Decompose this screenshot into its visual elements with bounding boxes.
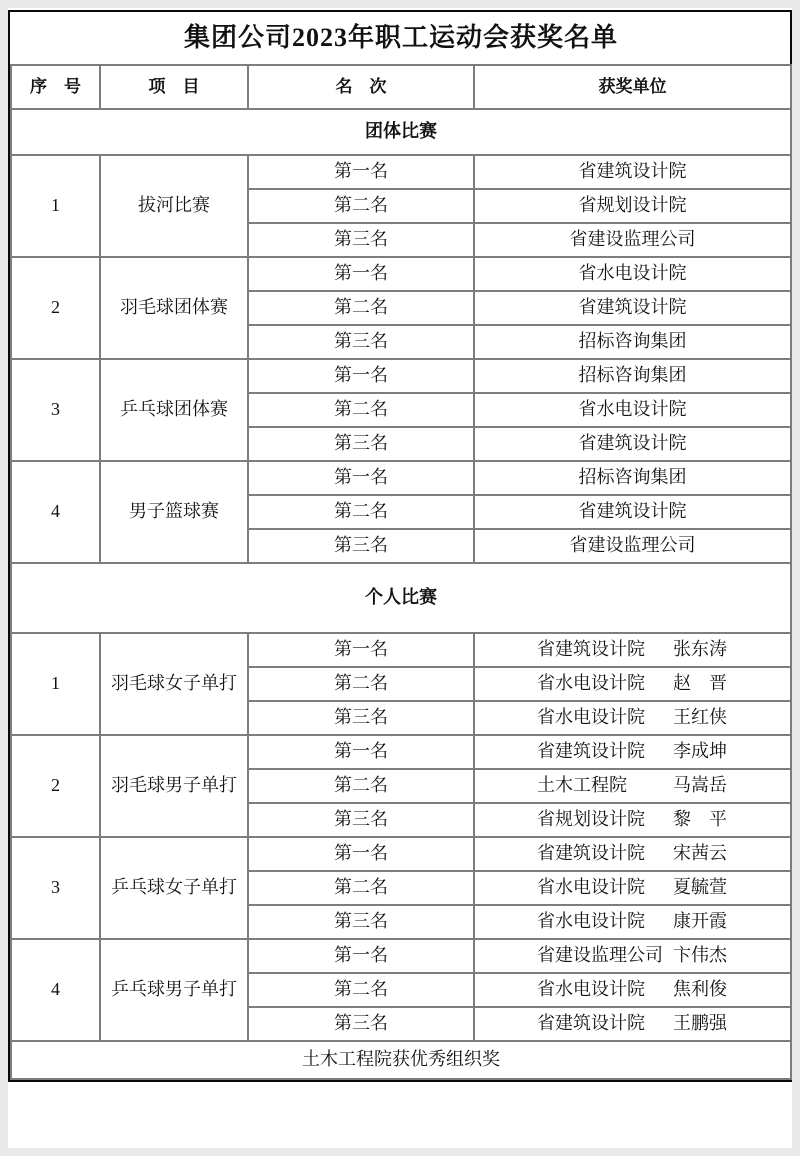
rank-cell: 第一名 (248, 155, 474, 189)
winner-cell (474, 633, 791, 667)
winner-name: 王红侠 (673, 707, 727, 728)
column-header-rank: 名 次 (248, 65, 474, 109)
winner-name: 赵 晋 (673, 673, 727, 694)
winner-name: 焦利俊 (673, 979, 727, 1000)
rank-cell: 第一名 (248, 735, 474, 769)
winner-cell (474, 973, 791, 1007)
footer-note: 土木工程院获优秀组织奖 (11, 1041, 791, 1079)
winner-cell (474, 871, 791, 905)
document-page (8, 8, 792, 1148)
winner-cell (474, 667, 791, 701)
winner-unit: 省建筑设计院 (537, 741, 645, 762)
rank-cell: 第三名 (248, 427, 474, 461)
rank-cell: 第二名 (248, 667, 474, 701)
table-row (11, 359, 791, 393)
winner-name: 张东涛 (673, 639, 727, 660)
winner-cell: 省建筑设计院 (474, 427, 791, 461)
rank-cell: 第一名 (248, 461, 474, 495)
column-header-seq: 序 号 (11, 65, 100, 109)
rank-cell: 第一名 (248, 359, 474, 393)
winner-name: 马嵩岳 (673, 775, 727, 796)
table-row (11, 155, 791, 189)
seq-cell: 2 (11, 257, 100, 359)
event-cell: 男子篮球赛 (100, 461, 248, 563)
rank-cell: 第二名 (248, 291, 474, 325)
rank-cell: 第二名 (248, 871, 474, 905)
winner-name: 宋茜云 (673, 843, 727, 864)
rank-cell: 第二名 (248, 189, 474, 223)
column-header-event: 项 目 (100, 65, 248, 109)
winner-unit: 省建筑设计院 (537, 639, 645, 660)
rank-cell: 第三名 (248, 905, 474, 939)
winner-cell: 招标咨询集团 (474, 461, 791, 495)
table-row (11, 461, 791, 495)
rank-cell: 第三名 (248, 325, 474, 359)
winner-name: 黎 平 (673, 809, 727, 830)
winner-cell: 省水电设计院 (474, 257, 791, 291)
winner-cell (474, 803, 791, 837)
column-header-unit: 获奖单位 (474, 65, 791, 109)
event-cell: 拔河比赛 (100, 155, 248, 257)
table-row (11, 633, 791, 667)
winner-unit: 省规划设计院 (537, 809, 645, 830)
title-row (11, 12, 791, 65)
event-cell: 羽毛球男子单打 (100, 735, 248, 837)
rank-cell: 第三名 (248, 701, 474, 735)
winner-cell (474, 837, 791, 871)
section-label: 个人比赛 (11, 563, 791, 633)
rank-cell: 第三名 (248, 803, 474, 837)
table-row (11, 735, 791, 769)
rank-cell: 第二名 (248, 495, 474, 529)
page-title: 集团公司2023年职工运动会获奖名单 (184, 23, 619, 53)
winner-unit: 土木工程院 (537, 775, 627, 796)
winner-cell: 省建筑设计院 (474, 155, 791, 189)
winner-cell: 省建设监理公司 (474, 529, 791, 563)
rank-cell: 第二名 (248, 973, 474, 1007)
winner-unit: 省水电设计院 (537, 979, 645, 1000)
rank-cell: 第一名 (248, 257, 474, 291)
winner-cell (474, 769, 791, 803)
seq-cell: 3 (11, 837, 100, 939)
table-row (11, 837, 791, 871)
rank-cell: 第三名 (248, 529, 474, 563)
table-row (11, 257, 791, 291)
winner-name: 王鹏强 (673, 1013, 727, 1034)
rank-cell: 第一名 (248, 633, 474, 667)
winner-cell: 省规划设计院 (474, 189, 791, 223)
winner-unit: 省建筑设计院 (537, 843, 645, 864)
seq-cell: 1 (11, 155, 100, 257)
winner-cell (474, 905, 791, 939)
table-row (11, 939, 791, 973)
seq-cell: 4 (11, 461, 100, 563)
rank-cell: 第一名 (248, 939, 474, 973)
event-cell: 羽毛球团体赛 (100, 257, 248, 359)
winner-name: 康开霞 (673, 911, 727, 932)
winner-unit: 省建设监理公司 (537, 945, 663, 966)
rank-cell: 第一名 (248, 837, 474, 871)
winner-cell: 省水电设计院 (474, 393, 791, 427)
rank-cell: 第二名 (248, 393, 474, 427)
winner-cell (474, 1007, 791, 1041)
winner-unit: 省建筑设计院 (537, 1013, 645, 1034)
footer-row (11, 1041, 791, 1079)
event-cell: 乒乓球女子单打 (100, 837, 248, 939)
winner-unit: 省水电设计院 (537, 707, 645, 728)
winner-unit: 省水电设计院 (537, 911, 645, 932)
rank-cell: 第三名 (248, 223, 474, 257)
winner-cell: 省建筑设计院 (474, 291, 791, 325)
winner-cell: 招标咨询集团 (474, 359, 791, 393)
award-table-wrapper (8, 10, 792, 1082)
seq-cell: 2 (11, 735, 100, 837)
rank-cell: 第三名 (248, 1007, 474, 1041)
winner-cell: 省建筑设计院 (474, 495, 791, 529)
event-cell: 乒乓球团体赛 (100, 359, 248, 461)
winner-unit: 省水电设计院 (537, 877, 645, 898)
winner-cell (474, 939, 791, 973)
winner-name: 夏毓萱 (673, 877, 727, 898)
section-row (11, 109, 791, 155)
award-table (10, 12, 792, 1080)
seq-cell: 4 (11, 939, 100, 1041)
rank-cell: 第二名 (248, 769, 474, 803)
event-cell: 乒乓球男子单打 (100, 939, 248, 1041)
header-row (11, 65, 791, 109)
winner-cell (474, 701, 791, 735)
winner-cell (474, 735, 791, 769)
winner-cell: 省建设监理公司 (474, 223, 791, 257)
seq-cell: 1 (11, 633, 100, 735)
section-label: 团体比赛 (11, 109, 791, 155)
winner-name: 李成坤 (673, 741, 727, 762)
event-cell: 羽毛球女子单打 (100, 633, 248, 735)
winner-name: 卞伟杰 (673, 945, 727, 966)
seq-cell: 3 (11, 359, 100, 461)
winner-unit: 省水电设计院 (537, 673, 645, 694)
section-row (11, 563, 791, 633)
winner-cell: 招标咨询集团 (474, 325, 791, 359)
